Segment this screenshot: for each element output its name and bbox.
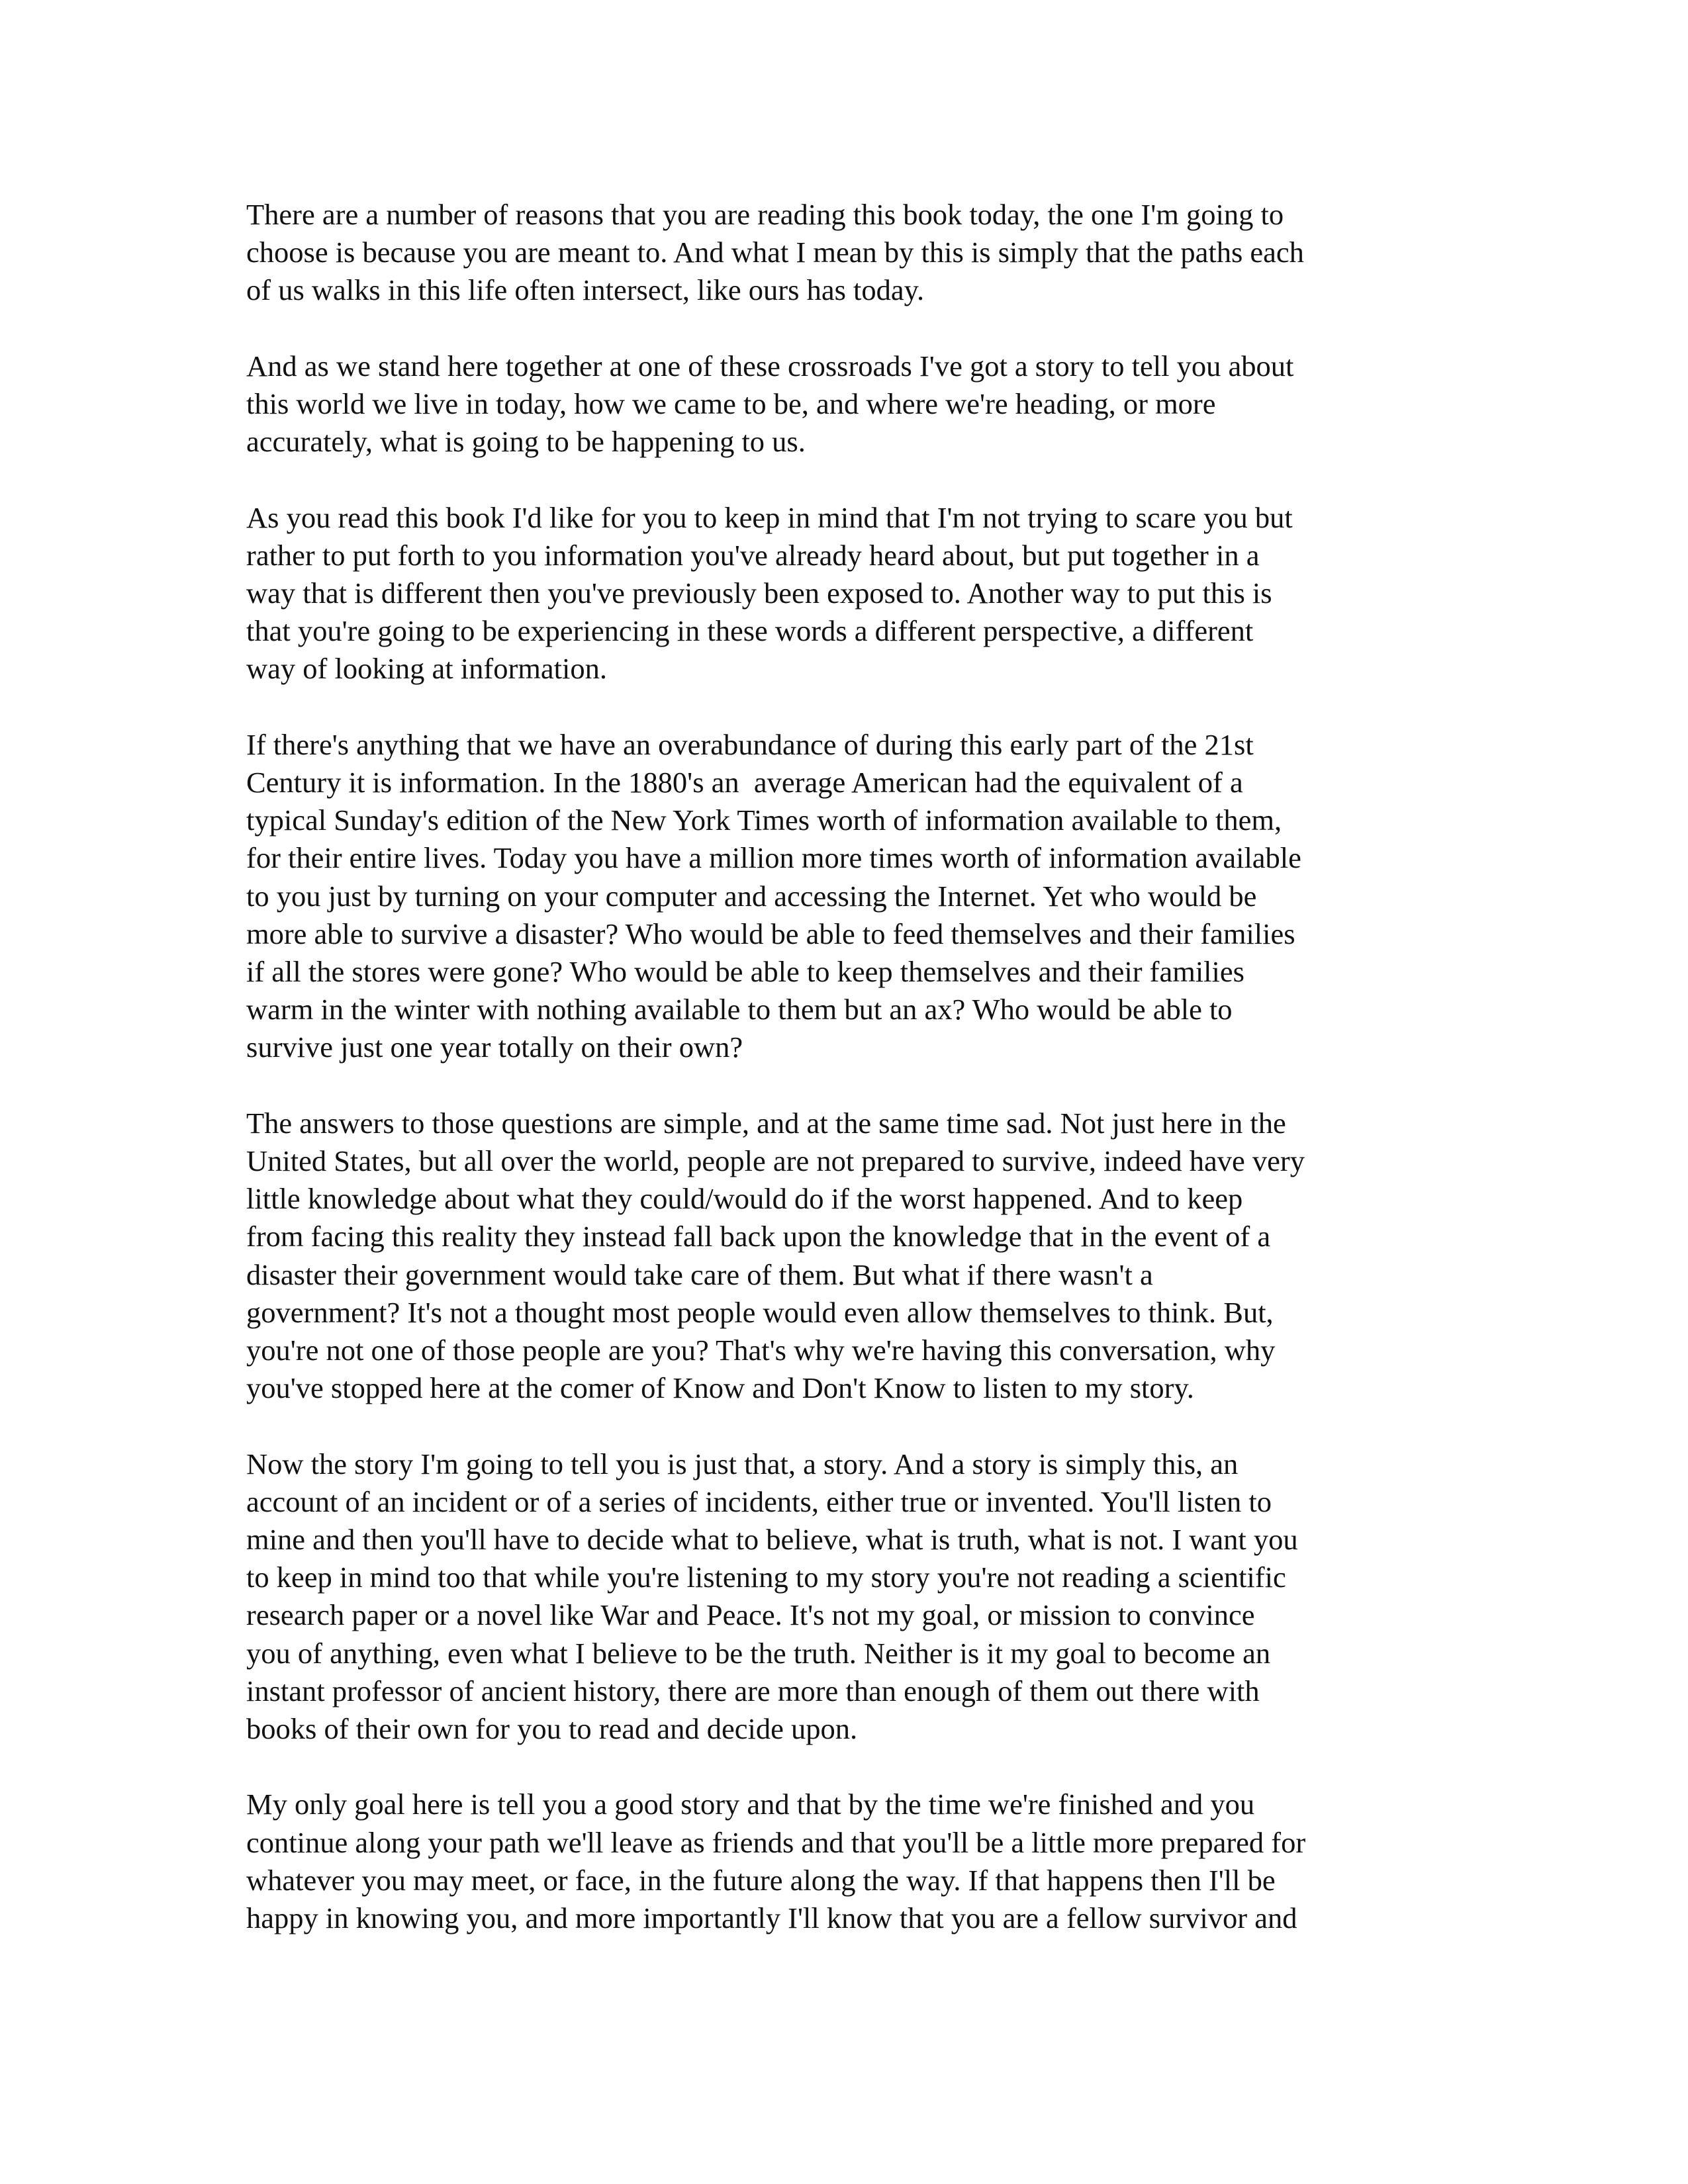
text-line: that you're going to be experiencing in these words a different perspective, a different	[246, 614, 1254, 648]
text-line: warm in the winter with nothing available to them but an ax? Who would be able to	[246, 993, 1233, 1026]
paragraph-7	[246, 1786, 1438, 1937]
text-line: instant professor of ancient history, there are more than enough of them out there with	[246, 1674, 1260, 1707]
text-line: The answers to those questions are simple, and at the same time sad. Not just here in the	[246, 1106, 1286, 1140]
text-line: this world we live in today, how we came to be, and where we're heading, or more	[246, 387, 1216, 420]
text-line: If there's anything that we have an overabundance of during this early part of the 21st	[246, 727, 1254, 761]
text-line: Now the story I'm going to tell you is just that, a story. And a story is simply this, an	[246, 1447, 1239, 1480]
paragraph-2	[246, 347, 1438, 461]
text-line: choose is because you are meant to. And what I mean by this is simply that the paths each	[246, 236, 1304, 269]
paragraph-4	[246, 726, 1438, 1067]
text-line: As you read this book I'd like for you to keep in mind that I'm not trying to scare you but	[246, 500, 1293, 534]
paragraph-3	[246, 499, 1438, 688]
text-line: Century it is information. In the 1880's an average American had the equivalent of a	[246, 766, 1243, 799]
paragraph-1	[246, 196, 1438, 310]
text-line: mine and then you'll have to decide what to believe, what is truth, what is not. I want you	[246, 1523, 1298, 1557]
text-line: of us walks in this life often intersect, like ours has today.	[246, 273, 925, 307]
text-line: books of their own for you to read and decide upon.	[246, 1712, 858, 1746]
text-line: if all the stores were gone? Who would be able to keep themselves and their families	[246, 955, 1244, 989]
text-line: And as we stand here together at one of these crossroads I've got a story to tell you about	[246, 349, 1294, 383]
text-line: more able to survive a disaster? Who would be able to feed themselves and their families	[246, 917, 1295, 950]
text-line: There are a number of reasons that you are reading this book today, the one I'm going to	[246, 198, 1284, 231]
text-line: to keep in mind too that while you're listening to my story you're not reading a scientific	[246, 1561, 1286, 1594]
paragraph-6	[246, 1445, 1438, 1749]
text-line: from facing this reality they instead fall back upon the knowledge that in the event of a	[246, 1220, 1271, 1253]
text-line: account of an incident or of a series of incidents, either true or invented. You'll listen to	[246, 1484, 1272, 1518]
text-line: you're not one of those people are you? That's why we're having this conversation, why	[246, 1334, 1276, 1367]
text-line: government? It's not a thought most people would even allow themselves to think. But,	[246, 1295, 1274, 1329]
text-line: little knowledge about what they could/would do if the worst happened. And to keep	[246, 1182, 1243, 1216]
text-line: for their entire lives. Today you have a million more times worth of information available	[246, 841, 1301, 875]
text-line: rather to put forth to you information you've already heard about, but put together in a	[246, 538, 1260, 572]
text-line: typical Sunday's edition of the New York Times worth of information available to them,	[246, 803, 1282, 837]
text-line: survive just one year totally on their own?	[246, 1030, 743, 1064]
text-line: to you just by turning on your computer and accessing the Internet. Yet who would be	[246, 879, 1257, 913]
text-line: disaster their government would take care of them. But what if there wasn't a	[246, 1257, 1153, 1291]
text-line: My only goal here is tell you a good story and that by the time we're finished and you	[246, 1788, 1255, 1821]
text-line: whatever you may meet, or face, in the future along the way. If that happens then I'll be	[246, 1863, 1276, 1897]
text-line: happy in knowing you, and more importantly I'll know that you are a fellow survivor and	[246, 1901, 1297, 1935]
text-line: way of looking at information.	[246, 652, 608, 686]
text-line: way that is different then you've previously been exposed to. Another way to put this is	[246, 576, 1272, 610]
text-line: research paper or a novel like War and Peace. It's not my goal, or mission to convince	[246, 1598, 1255, 1632]
text-line: United States, but all over the world, people are not prepared to survive, indeed have very	[246, 1144, 1305, 1178]
text-line: continue along your path we'll leave as friends and that you'll be a little more prepared for	[246, 1825, 1306, 1859]
text-line: you of anything, even what I believe to be the truth. Neither is it my goal to become an	[246, 1636, 1271, 1670]
paragraph-5	[246, 1105, 1438, 1408]
body-text	[246, 196, 1438, 1975]
text-line: accurately, what is going to be happening to us.	[246, 425, 806, 459]
text-line: you've stopped here at the comer of Know and Don't Know to listen to my story.	[246, 1371, 1194, 1405]
